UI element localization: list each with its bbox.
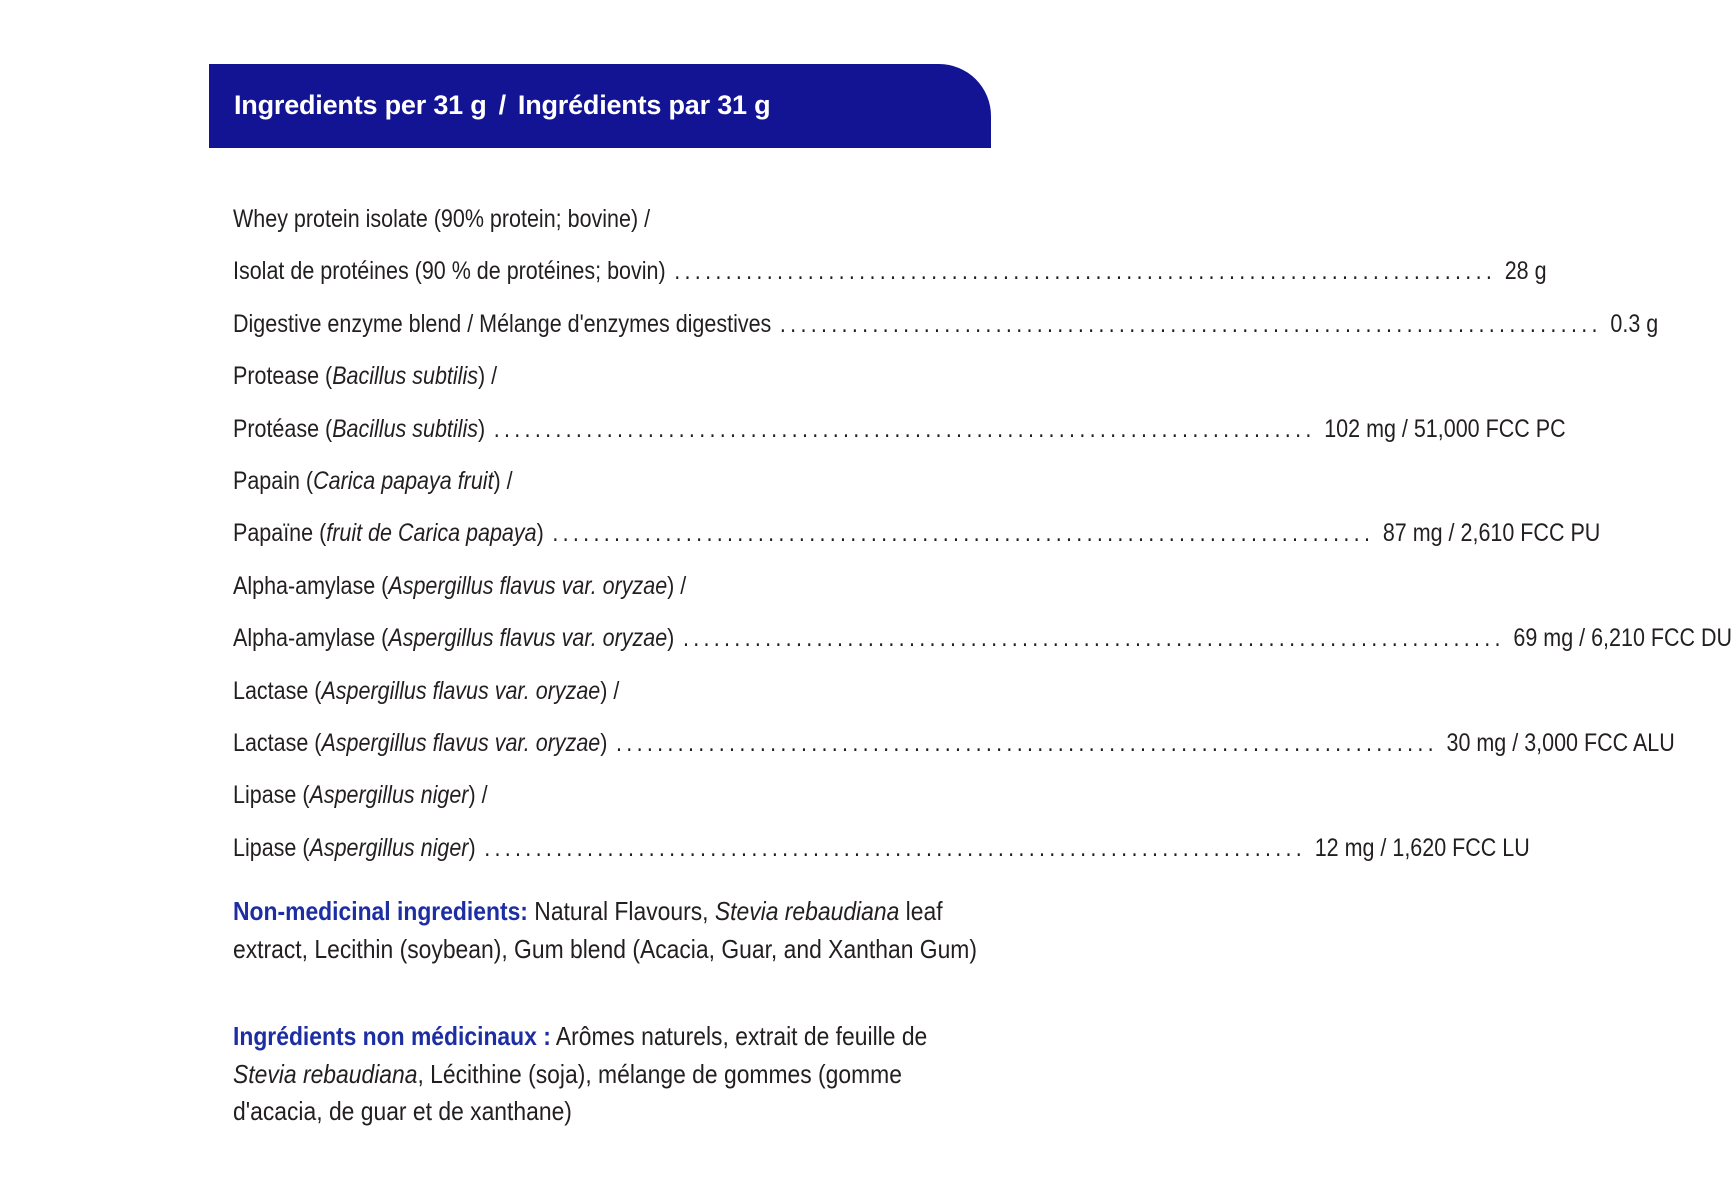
dot-leader: ................................................................................ (682, 624, 1505, 653)
ingredient-label-pre: Papain ( (233, 466, 314, 495)
dot-leader: ................................................................................ (552, 519, 1375, 548)
ingredient-amount: 28 g (1504, 257, 1547, 286)
ingredient-latin-name: Aspergillus niger (309, 781, 469, 810)
ingredient-label-post: ) (536, 519, 544, 548)
non-medicinal-ingredients-en (233, 893, 993, 968)
header-title-fr: Ingrédients par 31 g (517, 90, 771, 120)
ingredient-row (233, 720, 1675, 772)
ingredient-row (233, 772, 975, 824)
non-medicinal-text-en-1: Natural Flavours, (527, 896, 715, 926)
ingredient-amount: 12 mg / 1,620 FCC LU (1314, 833, 1530, 862)
ingredient-latin-name: Aspergillus flavus var. oryzae (321, 728, 601, 757)
ingredient-label-pre: Protease ( (233, 362, 333, 391)
header-title-en: Ingredients per 31 g (234, 90, 487, 120)
ingredient-label-post: ) / (468, 781, 488, 810)
non-medicinal-italic-en: Stevia rebaudiana (714, 896, 900, 926)
ingredient-label-post: ) / (477, 362, 498, 391)
ingredient-label-post: ) (600, 728, 608, 757)
ingredient-row (233, 668, 975, 720)
ingredient-label (233, 510, 544, 557)
dot-leader: ................................................................................ (674, 257, 1497, 286)
ingredient-label-post: ) (477, 414, 486, 443)
header-title (234, 90, 770, 121)
ingredient-amount: 30 mg / 3,000 FCC ALU (1446, 728, 1675, 757)
ingredient-row (233, 406, 1566, 458)
ingredient-label (233, 825, 476, 872)
ingredient-label-post: ) / (667, 571, 687, 600)
ingredient-label-pre: Lipase ( (233, 833, 310, 862)
non-medicinal-heading-en: Non-medicinal ingredients: (233, 896, 528, 926)
ingredient-row (233, 615, 1732, 667)
non-medicinal-ingredients-fr (233, 1018, 993, 1131)
ingredient-label (233, 772, 488, 819)
ingredient-row (233, 458, 975, 510)
ingredient-label-text: Whey protein isolate (90% protein; bovine) / (233, 205, 651, 233)
non-medicinal-italic-fr: Stevia rebaudiana (233, 1058, 418, 1089)
non-medicinal-text-fr-1: Arômes naturels, extrait de feuille de (550, 1021, 928, 1051)
ingredients-header (209, 64, 991, 148)
ingredient-label-post: ) (667, 624, 675, 653)
ingredient-label-post: ) / (493, 466, 513, 495)
ingredient-row (233, 825, 1530, 877)
ingredient-label-pre: Alpha-amylase ( (233, 571, 389, 600)
ingredient-label (233, 301, 771, 348)
ingredient-row (233, 248, 1547, 300)
non-medicinal-heading-fr: Ingrédients non médicinaux : (233, 1021, 551, 1051)
ingredient-latin-name: Aspergillus flavus var. oryzae (321, 676, 601, 705)
ingredient-label (233, 458, 513, 505)
ingredient-row (233, 301, 1659, 353)
non-medicinal-text-fr-2: , Lécithine (soja), mélange de gommes (gomme d'acacia, de guar et de xanthane) (233, 1058, 902, 1126)
ingredient-label (233, 720, 607, 767)
ingredient-latin-name: Aspergillus flavus var. oryzae (388, 571, 668, 600)
ingredient-latin-name: Carica papaya fruit (313, 466, 494, 495)
ingredient-list (233, 196, 1732, 877)
ingredient-label-pre: Lipase ( (233, 781, 310, 810)
ingredient-amount: 102 mg / 51,000 FCC PC (1324, 414, 1566, 443)
ingredient-amount: 0.3 g (1610, 309, 1659, 338)
ingredient-latin-name: Bacillus subtilis (332, 414, 478, 443)
ingredient-label-post: ) (468, 833, 476, 862)
ingredient-row (233, 196, 975, 248)
ingredient-row (233, 510, 1601, 562)
ingredient-latin-name: Aspergillus niger (309, 833, 469, 862)
ingredient-row (233, 353, 975, 405)
header-separator: / (498, 90, 506, 120)
ingredient-label-post: ) / (600, 676, 620, 705)
ingredient-label-text: Isolat de protéines (90 % de protéines; bovin) (233, 257, 666, 286)
ingredient-label-pre: Protéase ( (233, 414, 333, 443)
ingredient-label (233, 353, 497, 400)
ingredient-label-pre: Alpha-amylase ( (233, 624, 389, 653)
ingredient-amount: 69 mg / 6,210 FCC DU (1513, 624, 1732, 653)
ingredient-latin-name: fruit de Carica papaya (326, 519, 537, 548)
ingredient-row (233, 563, 975, 615)
ingredient-label (233, 248, 666, 295)
dot-leader: ................................................................................ (484, 833, 1307, 862)
ingredient-label (233, 615, 674, 662)
ingredient-label-pre: Lactase ( (233, 728, 322, 757)
dot-leader: ................................................................................ (779, 309, 1602, 338)
dot-leader: ................................................................................ (493, 414, 1316, 443)
ingredient-amount: 87 mg / 2,610 FCC PU (1382, 519, 1601, 548)
ingredient-label-text: Digestive enzyme blend / Mélange d'enzymes digestives (233, 309, 772, 338)
ingredient-label-pre: Lactase ( (233, 676, 322, 705)
ingredient-label-pre: Papaïne ( (233, 519, 327, 548)
dot-leader: ................................................................................ (616, 728, 1438, 757)
ingredient-label (233, 563, 686, 610)
ingredient-label (233, 196, 650, 243)
ingredient-latin-name: Aspergillus flavus var. oryzae (388, 624, 668, 653)
ingredient-label (233, 668, 619, 715)
ingredient-latin-name: Bacillus subtilis (332, 362, 478, 391)
non-medicinal-text-en-2: leaf extract, Lecithin (soybean), Gum blend (Acacia, Guar, and Xanthan Gum) (233, 896, 977, 964)
ingredient-label (233, 406, 485, 453)
